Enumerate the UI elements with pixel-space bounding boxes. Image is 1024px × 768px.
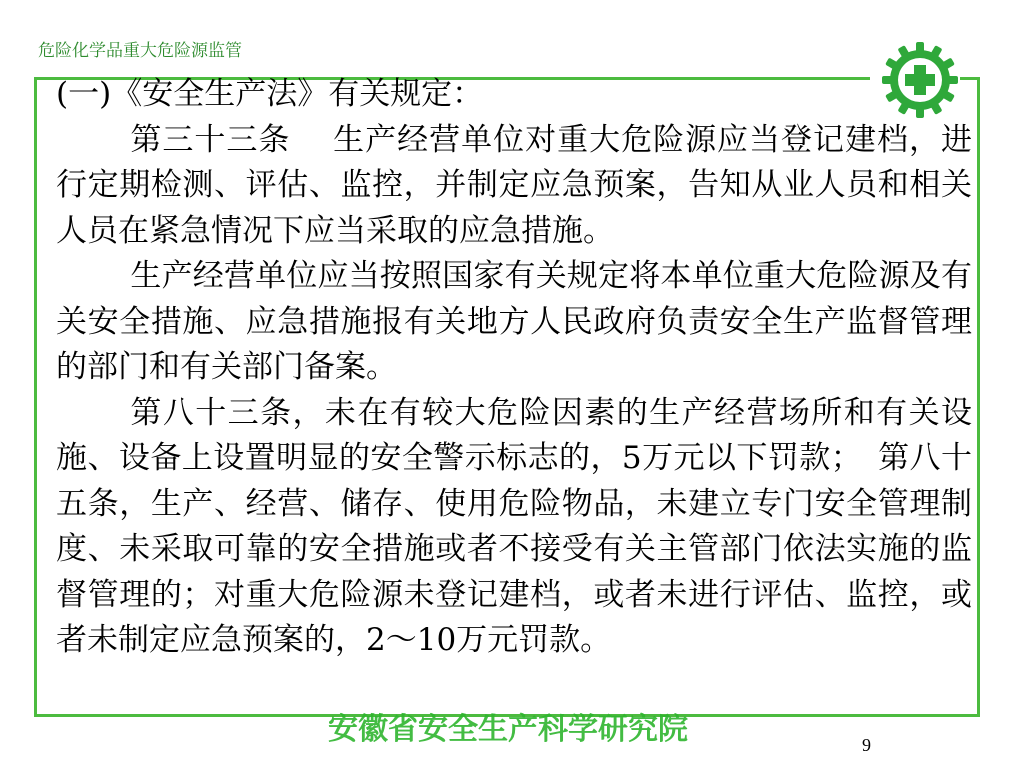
paragraph-penalties: 第八十三条，未在有较大危险因素的生产经营场所和有关设施、设备上设置明显的安全警示标志的，5万元以下罚款； 第八十五条，生产、经营、储存、使用危险物品，未建立专门安全管理制度、未采取可靠的安全措施或者不接受有关主管部门依法实施的监督管理的；对重大危险源未登记建档，或者未进行评估、监控，或者未制定应急预案的，2～10万元罚款。 — [56, 394, 972, 658]
page-number: 9 — [862, 735, 871, 755]
frame-right-border — [977, 77, 980, 717]
document-body — [56, 72, 972, 664]
header-title: 危险化学品重大危险源监管 — [38, 41, 242, 61]
frame-left-border — [34, 77, 37, 717]
paragraph-article-33: 第三十三条 生产经营单位对重大危险源应当登记建档，进行定期检测、评估、监控，并制定应急预案，告知从业人员和相关人员在紧急情况下应当采取的应急措施。 — [56, 121, 972, 249]
section-heading: (一)《安全生产法》有关规定： — [56, 76, 484, 112]
paragraph-registration: 生产经营单位应当按照国家有关规定将本单位重大危险源及有关安全措施、应急措施报有关地方人民政府负责安全生产监督管理的部门和有关部门备案。 — [56, 258, 972, 385]
footer-organization: 安徽省安全生产科学研究院 — [328, 712, 688, 747]
